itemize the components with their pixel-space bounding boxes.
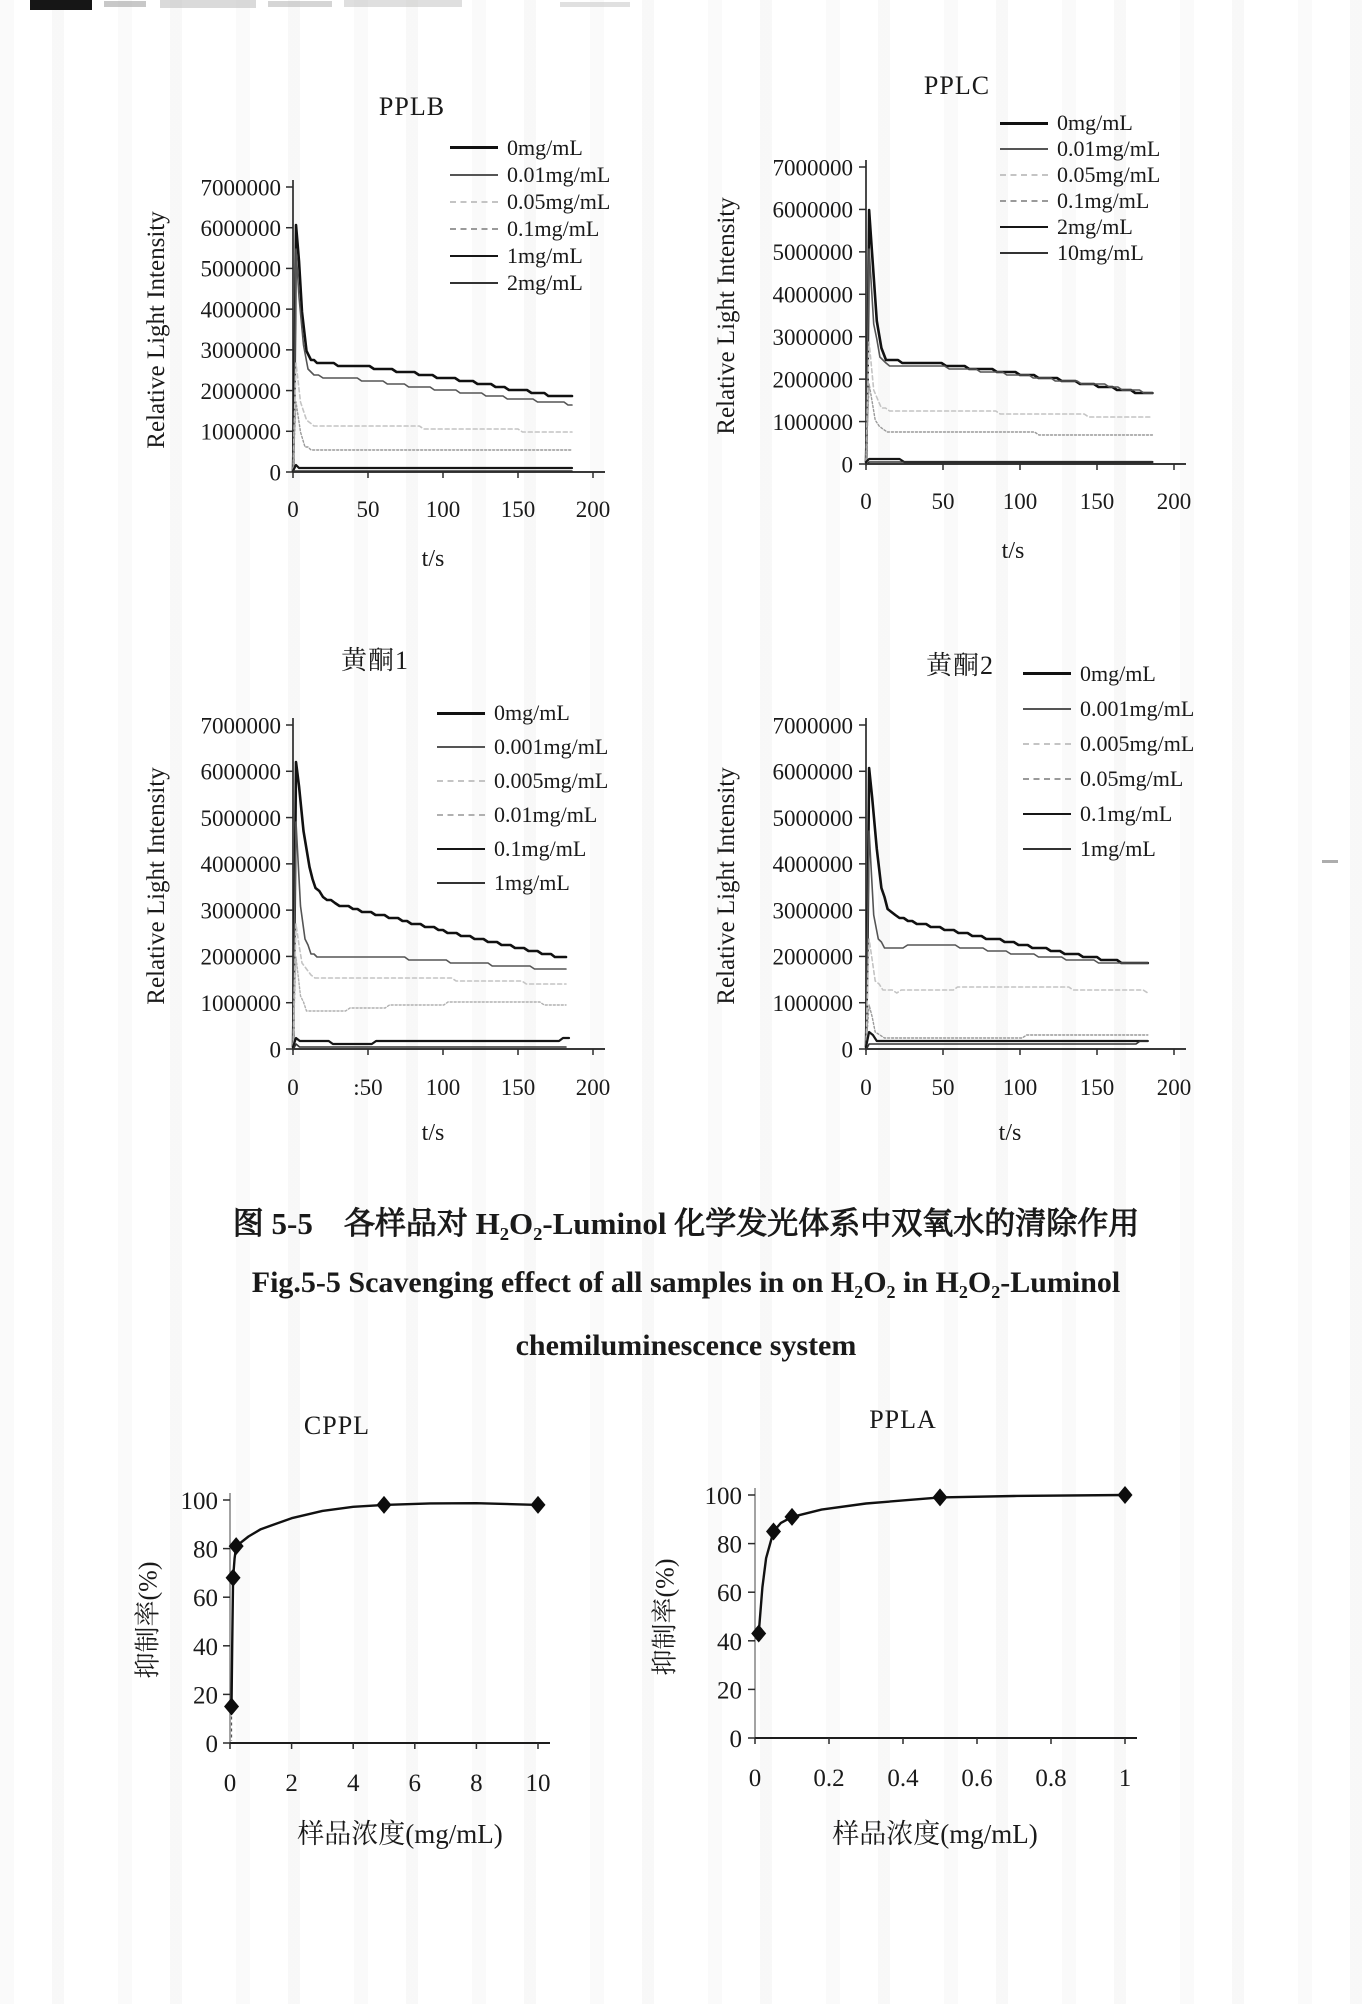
- x-axis-label-pplc: t/s: [1001, 538, 1025, 564]
- chart-title-ppla: PPLA: [869, 1405, 937, 1434]
- data-point-ppla: [1118, 1486, 1133, 1504]
- legend-pplc: [1000, 110, 1160, 266]
- legend-flavone2: [1023, 656, 1194, 866]
- y-tick-label-ppla: 40: [717, 1628, 742, 1656]
- curve-cppl: [232, 1503, 539, 1706]
- x-axis-label-flavone2: t/s: [998, 1120, 1022, 1146]
- x-axis-label-flavone1: t/s: [421, 1120, 445, 1146]
- y-tick-label-ppla: 100: [704, 1483, 742, 1510]
- y-tick-label-flavone1: 4000000: [200, 852, 281, 878]
- legend-line-sample: [1000, 148, 1048, 150]
- x-tick-label-cppl: 2: [285, 1770, 298, 1797]
- legend-flavone1: [437, 696, 608, 900]
- data-point-ppla: [785, 1508, 800, 1526]
- legend-entry: [450, 242, 610, 269]
- legend-entry: [1000, 110, 1160, 136]
- y-tick-label-cppl: 40: [193, 1633, 218, 1661]
- legend-label: 0.001mg/mL: [1080, 695, 1195, 721]
- y-tick-label-ppla: 0: [729, 1726, 742, 1753]
- legend-entry: [450, 215, 610, 242]
- y-tick-label-flavone2: 5000000: [772, 805, 853, 831]
- x-axis-label-cppl: 样品浓度(mg/mL): [297, 1819, 503, 1849]
- y-tick-label-ppla: 20: [717, 1677, 742, 1705]
- legend-line-sample: [450, 146, 498, 149]
- y-tick-label-flavone1: 1000000: [200, 990, 281, 1016]
- legend-pplb: [450, 134, 610, 296]
- y-tick-label-cppl: 100: [180, 1488, 218, 1515]
- y-tick-label-pplb: 0: [269, 460, 281, 486]
- y-tick-label-pplb: 1000000: [200, 419, 281, 445]
- legend-line-sample: [450, 282, 498, 284]
- legend-line-sample: [1023, 813, 1071, 815]
- legend-entry: [450, 269, 610, 296]
- y-tick-label-flavone2: 7000000: [772, 713, 853, 739]
- legend-line-sample: [437, 882, 485, 884]
- chart-title-flavone2: 黄酮2: [925, 651, 995, 680]
- data-point-cppl: [377, 1496, 392, 1514]
- legend-line-sample: [437, 712, 485, 715]
- x-tick-label-pplc: 150: [1079, 489, 1115, 514]
- data-point-cppl: [224, 1698, 239, 1716]
- legend-line-sample: [437, 848, 485, 850]
- x-tick-label-cppl: 10: [525, 1770, 551, 1797]
- y-tick-label-flavone2: 0: [841, 1037, 853, 1063]
- legend-entry: [1023, 691, 1194, 726]
- y-tick-label-flavone2: 3000000: [772, 898, 853, 924]
- y-tick-label-pplb: 7000000: [200, 175, 281, 201]
- legend-entry: [1023, 726, 1194, 761]
- x-tick-label-ppla: 0.4: [887, 1765, 919, 1792]
- legend-entry: [1000, 162, 1160, 188]
- legend-label: 0mg/mL: [1080, 660, 1156, 686]
- legend-entry: [450, 161, 610, 188]
- y-tick-label-flavone1: 3000000: [200, 898, 281, 924]
- figure-caption-en: Fig.5-5 Scavenging effect of all samples in on H₂O₂ in H₂O₂-Luminol: [251, 1266, 1121, 1299]
- legend-entry: [437, 696, 608, 730]
- y-tick-label-cppl: 60: [193, 1585, 218, 1613]
- legend-label: 0.01mg/mL: [1057, 136, 1161, 161]
- series-flavone1-3: [293, 957, 566, 1047]
- legend-entry: [437, 764, 608, 798]
- legend-line-sample: [1000, 252, 1048, 254]
- y-tick-label-pplb: 5000000: [200, 256, 281, 282]
- x-tick-label-cppl: 4: [346, 1770, 360, 1797]
- x-tick-label-flavone1: 150: [500, 1075, 536, 1100]
- legend-entry: [437, 866, 608, 900]
- legend-entry: [1000, 240, 1160, 266]
- y-axis-label-cppl: 抑制率(%): [133, 1561, 163, 1679]
- y-tick-label-pplb: 6000000: [200, 215, 281, 241]
- y-tick-label-pplc: 1000000: [772, 409, 853, 435]
- x-tick-label-cppl: 8: [470, 1770, 483, 1797]
- x-tick-label-ppla: 1: [1118, 1765, 1132, 1792]
- y-tick-label-flavone2: 1000000: [772, 990, 853, 1016]
- series-pplb-3: [293, 402, 572, 471]
- legend-entry: [437, 798, 608, 832]
- y-tick-label-pplb: 3000000: [200, 338, 281, 364]
- x-tick-label-pplb: 50: [356, 497, 380, 522]
- x-tick-label-pplb: 0: [287, 497, 299, 522]
- x-tick-label-cppl: 6: [408, 1770, 422, 1797]
- legend-entry: [450, 134, 610, 161]
- x-tick-label-pplc: 100: [1002, 489, 1038, 514]
- series-pplc-1: [866, 249, 1152, 462]
- legend-label: 0.001mg/mL: [494, 734, 609, 759]
- x-tick-label-pplb: 200: [575, 497, 611, 522]
- y-tick-label-flavone2: 6000000: [772, 759, 853, 785]
- x-tick-label-flavone1: 200: [575, 1075, 611, 1100]
- y-tick-label-pplc: 7000000: [772, 155, 853, 181]
- legend-label: 0.01mg/mL: [494, 802, 598, 827]
- legend-label: 0.1mg/mL: [1057, 188, 1150, 213]
- chart-title-pplb: PPLB: [378, 92, 446, 121]
- y-tick-label-pplb: 2000000: [200, 378, 281, 404]
- legend-label: 0.05mg/mL: [507, 188, 611, 214]
- x-tick-label-ppla: 0.6: [961, 1765, 993, 1792]
- legend-entry: [450, 188, 610, 215]
- x-axis-label-pplb: t/s: [421, 546, 445, 572]
- series-pplc-3: [866, 384, 1152, 462]
- legend-line-sample: [1000, 226, 1048, 228]
- legend-label: 0mg/mL: [1057, 110, 1133, 135]
- legend-entry: [1023, 796, 1194, 831]
- legend-label: 2mg/mL: [507, 269, 583, 295]
- x-tick-label-pplb: 150: [500, 497, 536, 522]
- x-tick-label-pplc: 0: [860, 489, 872, 514]
- data-point-cppl: [531, 1496, 546, 1514]
- series-pplb-2: [293, 363, 572, 471]
- y-tick-label-flavone1: 6000000: [200, 759, 281, 785]
- legend-entry: [1000, 136, 1160, 162]
- y-tick-label-pplc: 6000000: [772, 197, 853, 223]
- y-tick-label-flavone2: 2000000: [772, 944, 853, 970]
- series-pplb-4: [293, 465, 572, 471]
- x-tick-label-flavone2: 200: [1156, 1075, 1192, 1100]
- y-axis-label-pplb: Relative Light Intensity: [143, 211, 170, 449]
- x-tick-label-flavone1: 0: [287, 1075, 299, 1100]
- legend-label: 1mg/mL: [494, 870, 570, 895]
- legend-label: 0.1mg/mL: [507, 215, 600, 241]
- series-flavone2-2: [866, 939, 1148, 1047]
- y-axis-label-ppla: 抑制率(%): [650, 1558, 680, 1676]
- y-axis-label-flavone1: Relative Light Intensity: [143, 767, 170, 1005]
- series-flavone1-2: [293, 924, 566, 1047]
- x-tick-label-ppla: 0: [748, 1765, 762, 1792]
- legend-label: 0.1mg/mL: [494, 836, 587, 861]
- legend-line-sample: [450, 201, 498, 203]
- legend-label: 0.005mg/mL: [494, 768, 609, 793]
- y-tick-label-cppl: 0: [205, 1731, 218, 1758]
- y-tick-label-flavone1: 2000000: [200, 944, 281, 970]
- legend-line-sample: [1023, 848, 1071, 850]
- legend-line-sample: [450, 255, 498, 257]
- x-tick-label-ppla: 0.2: [813, 1765, 845, 1792]
- legend-label: 1mg/mL: [1080, 835, 1156, 861]
- x-tick-label-flavone2: 100: [1002, 1075, 1038, 1100]
- x-axis-label-ppla: 样品浓度(mg/mL): [832, 1819, 1038, 1849]
- x-tick-label-flavone1: 100: [425, 1075, 461, 1100]
- x-tick-label-pplc: 200: [1156, 489, 1192, 514]
- series-pplc-2: [866, 342, 1152, 462]
- legend-line-sample: [1023, 778, 1071, 780]
- y-tick-label-pplc: 3000000: [772, 324, 853, 350]
- legend-entry: [1023, 656, 1194, 691]
- data-point-cppl: [229, 1537, 244, 1555]
- legend-line-sample: [1000, 174, 1048, 176]
- x-tick-label-pplc: 50: [931, 489, 955, 514]
- legend-label: 10mg/mL: [1057, 240, 1144, 265]
- legend-entry: [1023, 831, 1194, 866]
- legend-label: 0mg/mL: [494, 700, 570, 725]
- y-tick-label-pplc: 4000000: [772, 282, 853, 308]
- legend-line-sample: [450, 228, 498, 230]
- x-tick-label-cppl: 0: [223, 1770, 237, 1797]
- y-axis-label-pplc: Relative Light Intensity: [713, 197, 740, 435]
- legend-line-sample: [1000, 200, 1048, 202]
- y-tick-label-flavone2: 4000000: [772, 852, 853, 878]
- data-point-cppl: [226, 1569, 241, 1587]
- legend-line-sample: [437, 746, 485, 748]
- x-tick-label-flavone1: :50: [353, 1075, 383, 1100]
- data-point-ppla: [751, 1625, 766, 1643]
- curve-ppla: [759, 1495, 1125, 1634]
- legend-line-sample: [1000, 122, 1048, 125]
- x-tick-label-flavone2: 0: [860, 1075, 872, 1100]
- figure-caption-en-2: chemiluminescence system: [515, 1329, 857, 1362]
- legend-label: 0mg/mL: [507, 134, 583, 160]
- y-tick-label-pplb: 4000000: [200, 297, 281, 323]
- y-tick-label-pplc: 0: [841, 452, 853, 478]
- y-tick-label-flavone1: 7000000: [200, 713, 281, 739]
- y-axis-label-flavone2: Relative Light Intensity: [713, 767, 740, 1005]
- legend-line-sample: [437, 814, 485, 816]
- y-tick-label-flavone1: 0: [269, 1037, 281, 1063]
- y-tick-label-ppla: 80: [717, 1531, 742, 1559]
- legend-line-sample: [1023, 743, 1071, 745]
- x-tick-label-ppla: 0.8: [1035, 1765, 1067, 1792]
- chart-title-cppl: CPPL: [303, 1411, 371, 1440]
- figure-caption-zh: 图 5-5 各样品对 H₂O₂-Luminol 化学发光体系中双氧水的清除作用: [232, 1206, 1140, 1241]
- data-point-ppla: [933, 1488, 948, 1506]
- y-tick-label-pplc: 5000000: [772, 240, 853, 266]
- legend-label: 1mg/mL: [507, 242, 583, 268]
- legend-line-sample: [1023, 708, 1071, 710]
- legend-label: 0.05mg/mL: [1057, 162, 1161, 187]
- y-tick-label-flavone1: 5000000: [200, 805, 281, 831]
- legend-line-sample: [1023, 672, 1071, 675]
- legend-entry: [437, 730, 608, 764]
- chart-title-pplc: PPLC: [923, 71, 991, 100]
- y-tick-label-ppla: 60: [717, 1580, 742, 1608]
- y-tick-label-pplc: 2000000: [772, 367, 853, 393]
- legend-line-sample: [437, 780, 485, 782]
- chart-title-flavone1: 黄酮1: [340, 646, 410, 675]
- legend-entry: [437, 832, 608, 866]
- y-tick-label-cppl: 80: [193, 1536, 218, 1564]
- legend-label: 2mg/mL: [1057, 214, 1133, 239]
- legend-line-sample: [450, 174, 498, 176]
- x-tick-label-flavone2: 150: [1079, 1075, 1115, 1100]
- x-tick-label-flavone2: 50: [931, 1075, 955, 1100]
- legend-label: 0.05mg/mL: [1080, 765, 1184, 791]
- legend-entry: [1000, 214, 1160, 240]
- legend-label: 0.1mg/mL: [1080, 800, 1173, 826]
- legend-label: 0.01mg/mL: [507, 161, 611, 187]
- series-flavone1-4: [293, 1038, 569, 1047]
- legend-entry: [1023, 761, 1194, 796]
- legend-entry: [1000, 188, 1160, 214]
- y-tick-label-cppl: 20: [193, 1682, 218, 1710]
- legend-label: 0.005mg/mL: [1080, 730, 1195, 756]
- x-tick-label-pplb: 100: [425, 497, 461, 522]
